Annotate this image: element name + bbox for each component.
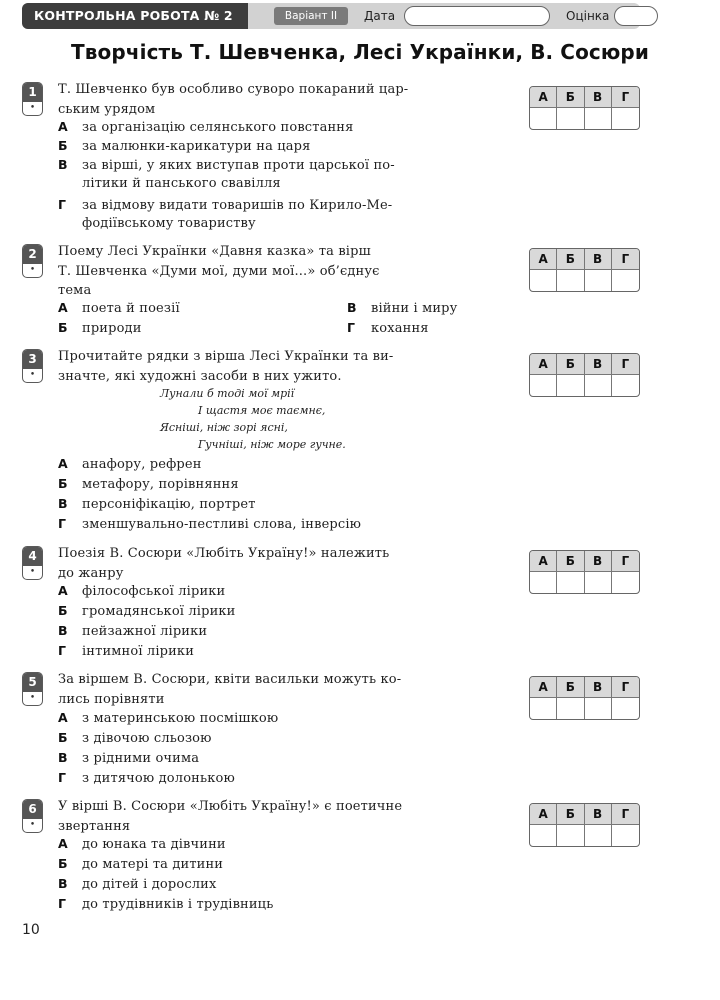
option-letter: В	[58, 750, 68, 765]
question-text-line: лись порівняти	[58, 691, 165, 707]
answer-letter-a: А	[530, 804, 557, 825]
question-number-badge	[22, 546, 43, 580]
question-text-line: У вірші В. Сосюри «Любіть Україну!» є поетичне	[58, 799, 403, 814]
answer-cell-a[interactable]	[530, 108, 557, 129]
option-text: за малюнки-карикатури на царя	[82, 139, 311, 154]
answer-cell-b[interactable]	[557, 572, 584, 593]
option-letter: Б	[58, 603, 68, 618]
option-text: природи	[82, 321, 142, 336]
option-h	[58, 195, 392, 216]
answer-cell-h[interactable]	[612, 698, 639, 719]
option-text: метафору, порівняння	[82, 477, 239, 492]
option-text: інтимної лірики	[82, 644, 195, 659]
answer-letter-h: Г	[612, 249, 639, 270]
poem-line: Лунали б тоді мої мрії	[160, 387, 295, 400]
question-text-line: Прочитайте рядки з вірша Лесі Українки та ви-	[58, 349, 394, 364]
question-text-line: Т. Шевченко був особливо суворо покараний цар-	[58, 82, 409, 97]
question-text-line: до жанру	[58, 565, 124, 581]
answer-cell-v[interactable]	[585, 698, 612, 719]
option-v	[58, 621, 207, 642]
question-number-badge	[22, 799, 43, 833]
poem-line: Гучніші, ніж море гучне.	[198, 438, 346, 451]
option-b	[58, 474, 239, 495]
option-letter: В	[58, 496, 68, 511]
answer-grid	[529, 803, 640, 847]
option-letter: Г	[58, 516, 67, 531]
option-a	[58, 298, 180, 319]
option-letter: Г	[58, 643, 67, 658]
question-number-badge	[22, 82, 43, 116]
option-h	[58, 514, 361, 535]
option-b	[58, 854, 223, 875]
option-letter: А	[58, 456, 68, 471]
option-v	[347, 298, 457, 319]
answer-grid	[529, 353, 640, 397]
question-number-badge	[22, 349, 43, 383]
answer-cell-b[interactable]	[557, 375, 584, 396]
option-letter: В	[58, 876, 68, 891]
question-text-line: Т. Шевченка «Думи мої, думи мої...» об’єднує	[58, 263, 380, 279]
difficulty-dot-icon: •	[29, 820, 36, 830]
option-a	[58, 454, 202, 475]
question-number-badge	[22, 672, 43, 706]
option-v	[58, 748, 199, 769]
answer-letter-a: А	[530, 87, 557, 108]
answer-cell-a[interactable]	[530, 572, 557, 593]
answer-cell-a[interactable]	[530, 270, 557, 291]
option-letter: В	[58, 623, 68, 638]
option-text: з рідними очима	[82, 751, 200, 766]
option-h	[58, 641, 194, 662]
grade-label: Оцінка	[566, 9, 610, 23]
date-label: Дата	[364, 9, 396, 23]
option-letter: Г	[347, 320, 356, 335]
answer-letter-h: Г	[612, 677, 639, 698]
answer-letter-h: Г	[612, 804, 639, 825]
answer-grid	[529, 248, 640, 292]
grade-field[interactable]	[614, 6, 658, 26]
option-a	[58, 117, 353, 138]
option-text: пейзажної лірики	[82, 624, 208, 639]
question-text	[58, 80, 494, 119]
answer-letter-b: Б	[557, 87, 584, 108]
option-text: з дитячою долонькою	[82, 771, 235, 786]
option-text: анафору, рефрен	[82, 457, 202, 472]
option-letter: Б	[58, 138, 68, 153]
option-text: до трудівників і трудівниць	[82, 897, 274, 912]
worksheet-header	[22, 3, 640, 29]
option-letter: Г	[58, 197, 67, 212]
option-a	[58, 708, 278, 729]
answer-letter-v: В	[585, 804, 612, 825]
option-h	[347, 318, 429, 339]
answer-letter-a: А	[530, 249, 557, 270]
option-b	[58, 601, 235, 622]
answer-letter-h: Г	[612, 551, 639, 572]
question-number: 1	[23, 83, 42, 102]
option-letter: Б	[58, 476, 68, 491]
option-a	[58, 834, 226, 855]
option-text: зменшувально-пестливі слова, інверсію	[82, 517, 362, 532]
option-h	[58, 894, 273, 915]
option-letter: В	[347, 300, 357, 315]
option-letter: Б	[58, 730, 68, 745]
answer-cell-h[interactable]	[612, 825, 639, 846]
option-text: з материнською посмішкою	[82, 711, 279, 726]
answer-letter-b: Б	[557, 354, 584, 375]
answer-letter-v: В	[585, 677, 612, 698]
option-letter: А	[58, 583, 68, 598]
answer-letter-a: А	[530, 354, 557, 375]
option-text: за вірші, у яких виступав проти царської по-	[82, 158, 395, 173]
question-number: 6	[23, 800, 42, 819]
difficulty-dot-icon: •	[29, 567, 36, 577]
answer-cell-a[interactable]	[530, 375, 557, 396]
answer-cell-b[interactable]	[557, 825, 584, 846]
option-letter: Б	[58, 856, 68, 871]
question-text	[58, 797, 494, 836]
option-letter: Б	[58, 320, 68, 335]
option-text: поета й поезії	[82, 301, 180, 316]
option-b	[58, 318, 142, 339]
question-number: 5	[23, 673, 42, 692]
answer-cell-h[interactable]	[612, 270, 639, 291]
answer-letter-h: Г	[612, 87, 639, 108]
option-letter: А	[58, 710, 68, 725]
question-text-line: ським урядом	[58, 101, 156, 117]
difficulty-dot-icon: •	[29, 693, 36, 703]
page-title: Творчість Т. Шевченка, Лесі Українки, В. Сосюри	[71, 40, 649, 64]
option-text: до матері та дитини	[82, 857, 224, 872]
page-number: 10	[22, 922, 40, 938]
option-text-continuation: літики й панського свавілля	[82, 176, 281, 191]
question-text-line: тема	[58, 283, 92, 298]
question-text-line: звертання	[58, 818, 131, 834]
question-text-line: Поезія В. Сосюри «Любіть Україну!» належить	[58, 546, 390, 561]
answer-letter-v: В	[585, 87, 612, 108]
question-text	[58, 347, 494, 386]
answer-cell-h[interactable]	[612, 375, 639, 396]
answer-letter-b: Б	[557, 249, 584, 270]
answer-grid	[529, 676, 640, 720]
answer-cell-v[interactable]	[585, 375, 612, 396]
answer-letter-v: В	[585, 354, 612, 375]
option-letter: В	[58, 157, 68, 172]
answer-cell-v[interactable]	[585, 108, 612, 129]
option-b	[58, 728, 212, 749]
question-text	[58, 670, 494, 709]
answer-cell-v[interactable]	[585, 572, 612, 593]
option-letter: А	[58, 119, 68, 134]
option-text: до дітей і дорослих	[82, 877, 217, 892]
question-number: 3	[23, 350, 42, 369]
option-text: війни і миру	[371, 301, 458, 316]
option-v	[58, 874, 216, 895]
option-text: кохання	[371, 321, 429, 336]
answer-letter-b: Б	[557, 804, 584, 825]
answer-letter-b: Б	[557, 551, 584, 572]
answer-cell-b[interactable]	[557, 108, 584, 129]
question-text-line: Поему Лесі Українки «Давня казка» та вірш	[58, 244, 371, 259]
option-a	[58, 581, 225, 602]
option-text: філософської лірики	[82, 584, 226, 599]
question-text	[58, 544, 494, 583]
answer-grid	[529, 550, 640, 594]
option-text: до юнака та дівчини	[82, 837, 226, 852]
answer-cell-b[interactable]	[557, 270, 584, 291]
option-text: з дівочою сльозою	[82, 731, 212, 746]
answer-cell-h[interactable]	[612, 108, 639, 129]
option-v	[58, 494, 256, 515]
option-text-continuation: фодіївському товариству	[82, 216, 256, 231]
difficulty-dot-icon: •	[29, 265, 36, 275]
difficulty-dot-icon: •	[29, 370, 36, 380]
option-h	[58, 768, 235, 789]
answer-cell-a[interactable]	[530, 825, 557, 846]
answer-cell-v[interactable]	[585, 825, 612, 846]
option-text: за організацію селянського повстання	[82, 120, 354, 135]
option-text: персоніфікацію, портрет	[82, 497, 256, 512]
option-letter: А	[58, 836, 68, 851]
option-letter: Г	[58, 896, 67, 911]
answer-letter-b: Б	[557, 677, 584, 698]
answer-cell-b[interactable]	[557, 698, 584, 719]
answer-letter-v: В	[585, 551, 612, 572]
answer-cell-h[interactable]	[612, 572, 639, 593]
test-title: КОНТРОЛЬНА РОБОТА № 2	[22, 3, 248, 29]
question-text-line: За віршем В. Сосюри, квіти васильки можуть ко-	[58, 672, 402, 687]
date-field[interactable]	[404, 6, 550, 26]
question-number-badge	[22, 244, 43, 278]
option-v	[58, 155, 395, 176]
answer-letter-h: Г	[612, 354, 639, 375]
variant-badge: Варіант ІІ	[274, 7, 348, 25]
poem-line: Ясніші, ніж зорі ясні,	[160, 421, 288, 434]
answer-grid	[529, 86, 640, 130]
answer-letter-a: А	[530, 551, 557, 572]
answer-letter-a: А	[530, 677, 557, 698]
option-letter: А	[58, 300, 68, 315]
question-text	[58, 242, 494, 301]
option-text: за відмову видати товаришів по Кирило-Ме-	[82, 198, 393, 213]
question-number: 2	[23, 245, 42, 264]
answer-cell-v[interactable]	[585, 270, 612, 291]
option-letter: Г	[58, 770, 67, 785]
question-text-line: значте, які художні засоби в них ужито.	[58, 368, 342, 384]
difficulty-dot-icon: •	[29, 103, 36, 113]
question-number: 4	[23, 547, 42, 566]
option-text: громадянської лірики	[82, 604, 236, 619]
option-b	[58, 136, 311, 157]
answer-cell-a[interactable]	[530, 698, 557, 719]
answer-letter-v: В	[585, 249, 612, 270]
poem-line: І щастя моє таємнє,	[198, 404, 326, 417]
